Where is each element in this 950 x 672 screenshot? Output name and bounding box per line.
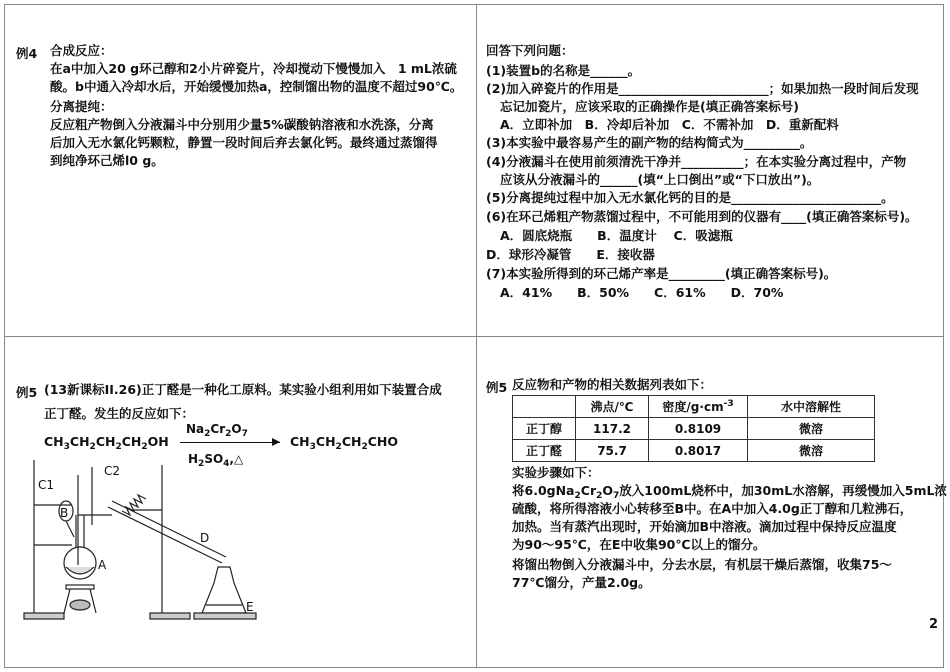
q2-l2c: A．立即补加 B．冷却后补加 C．不需补加 D．重新配料 xyxy=(500,117,839,132)
table-cell: 0.8109 xyxy=(649,418,748,440)
q4-s6: 77℃馏分，产量2.0g。 xyxy=(512,575,651,590)
q3-title2: 正丁醛。发生的反应如下： xyxy=(44,406,195,421)
q2-l3: (3)本实验中最容易产生的副产物的结构简式为_________。 xyxy=(486,135,813,150)
horizontal-divider xyxy=(4,336,944,337)
q2-l7: (7)本实验所得到的环己烯产率是_________(填正确答案标号)。 xyxy=(486,266,837,281)
apparatus-diagram xyxy=(22,455,272,635)
q1-p1b: 酸。b中通入冷却水后，开始缓慢加热a，控制馏出物的温度不超过90℃。 xyxy=(50,79,463,94)
q1-label: 例4 xyxy=(16,46,38,61)
table-cell: 117.2 xyxy=(576,418,649,440)
table-header xyxy=(513,396,576,418)
q2-l2b: 忘记加瓷片，应该采取的正确操作是(填正确答案标号) xyxy=(500,99,799,114)
table-header: 密度$/g\cdot cm^{-3}$ xyxy=(649,396,748,418)
q2-l4b: 应该从分液漏斗的______(填“上口倒出”或“下口放出”)。 xyxy=(500,172,820,187)
table-cell: 正丁醛 xyxy=(513,440,576,462)
table-header-row xyxy=(513,396,875,418)
apparatus-label-b: B xyxy=(60,506,69,520)
table-cell: 0.8017 xyxy=(649,440,748,462)
q2-l7a: A．41% B．50% C．61% D．70% xyxy=(500,285,784,300)
table-cell: 微溶 xyxy=(748,418,875,440)
table-row xyxy=(513,418,875,440)
table-row xyxy=(513,440,875,462)
apparatus-label-a: A xyxy=(98,558,107,572)
table-header: 沸点/℃ xyxy=(576,396,649,418)
q4-s4: 为90～95℃，在E中收集90℃以上的馏分。 xyxy=(512,537,766,552)
q1-p2b: 后加入无水氯化钙颗粒，静置一段时间后弃去氯化钙。最终通过蒸馏得 xyxy=(50,135,438,150)
reaction-above: $Na_2Cr_2O_7$ xyxy=(186,422,248,439)
q4-steps-title: 实验步骤如下： xyxy=(512,465,600,480)
q1-sep-title: 分离提纯： xyxy=(50,99,113,114)
page-number: 2 xyxy=(928,617,938,632)
q1-p2c: 到纯净环己烯l0 g。 xyxy=(50,153,164,168)
q2-l5: (5)分离提纯过程中加入无水氯化钙的目的是________________________。 xyxy=(486,190,894,205)
q2-intro: 回答下列问题： xyxy=(486,43,574,58)
apparatus-label-c1: C1 xyxy=(38,478,55,492)
properties-table xyxy=(512,395,875,462)
q4-s2: 硫酸，将所得溶液小心转移至B中。在A中加入4.0g正丁醇和几粒沸石， xyxy=(512,501,913,516)
reaction-product: $CH_3CH_2CH_2CHO$ xyxy=(290,434,398,452)
q1-p2a: 反应粗产物倒入分液漏斗中分别用少量5%碳酸钠溶液和水洗涤，分离 xyxy=(50,117,434,132)
q1-title: 合成反应： xyxy=(50,43,113,58)
reaction-below: $H_2SO_4,\triangle$ xyxy=(188,452,244,469)
q2-l6: (6)在环己烯粗产物蒸馏过程中，不可能用到的仪器有____(填正确答案标号)。 xyxy=(486,209,918,224)
q1-p1a: 在a中加入20 g环己醇和2小片碎瓷片，冷却搅动下慢慢加入 1 mL浓硫 xyxy=(50,61,457,76)
apparatus-label-c2: C2 xyxy=(104,464,121,478)
q4-s1: 将$6.0gNa_2Cr_2O_7$放入100mL烧杯中，加30mL水溶解，再缓慢加入5mL浓 xyxy=(512,483,947,501)
q2-l2a: (2)加入碎瓷片的作用是________________________；如果加热一段时间后发现 xyxy=(486,81,919,96)
table-header: 水中溶解性 xyxy=(748,396,875,418)
reaction-reactant: $CH_3CH_2CH_2CH_2OH$ xyxy=(44,434,169,452)
table-cell: 正丁醇 xyxy=(513,418,576,440)
q3-title: (13新课标II.26)正丁醛是一种化工原料。某实验小组利用如下装置合成 xyxy=(44,382,442,397)
q2-l6a: A．圆底烧瓶 B．温度计 C．吸滤瓶 xyxy=(500,228,733,243)
table-cell: 75.7 xyxy=(576,440,649,462)
reaction-arrow-head xyxy=(272,438,280,446)
q2-l6b: D．球形冷凝管 E．接收器 xyxy=(486,247,655,262)
q2-l1: (1)装置b的名称是______。 xyxy=(486,63,641,78)
q4-s5: 将馏出物倒入分液漏斗中，分去水层，有机层干燥后蒸馏，收集75～ xyxy=(512,557,892,572)
table-cell: 微溶 xyxy=(748,440,875,462)
reaction-arrow-line xyxy=(180,442,280,443)
apparatus-label-d: D xyxy=(200,531,210,545)
q4-label: 例5 xyxy=(486,380,508,395)
q3-label: 例5 xyxy=(16,385,38,400)
apparatus-label-e: E xyxy=(246,600,254,614)
q4-title: 反应物和产物的相关数据列表如下： xyxy=(512,377,713,392)
q2-l4a: (4)分液漏斗在使用前须清洗干净并__________；在本实验分离过程中，产物 xyxy=(486,154,907,169)
q4-s3: 加热。当有蒸汽出现时，开始滴加B中溶液。滴加过程中保持反应温度 xyxy=(512,519,897,534)
